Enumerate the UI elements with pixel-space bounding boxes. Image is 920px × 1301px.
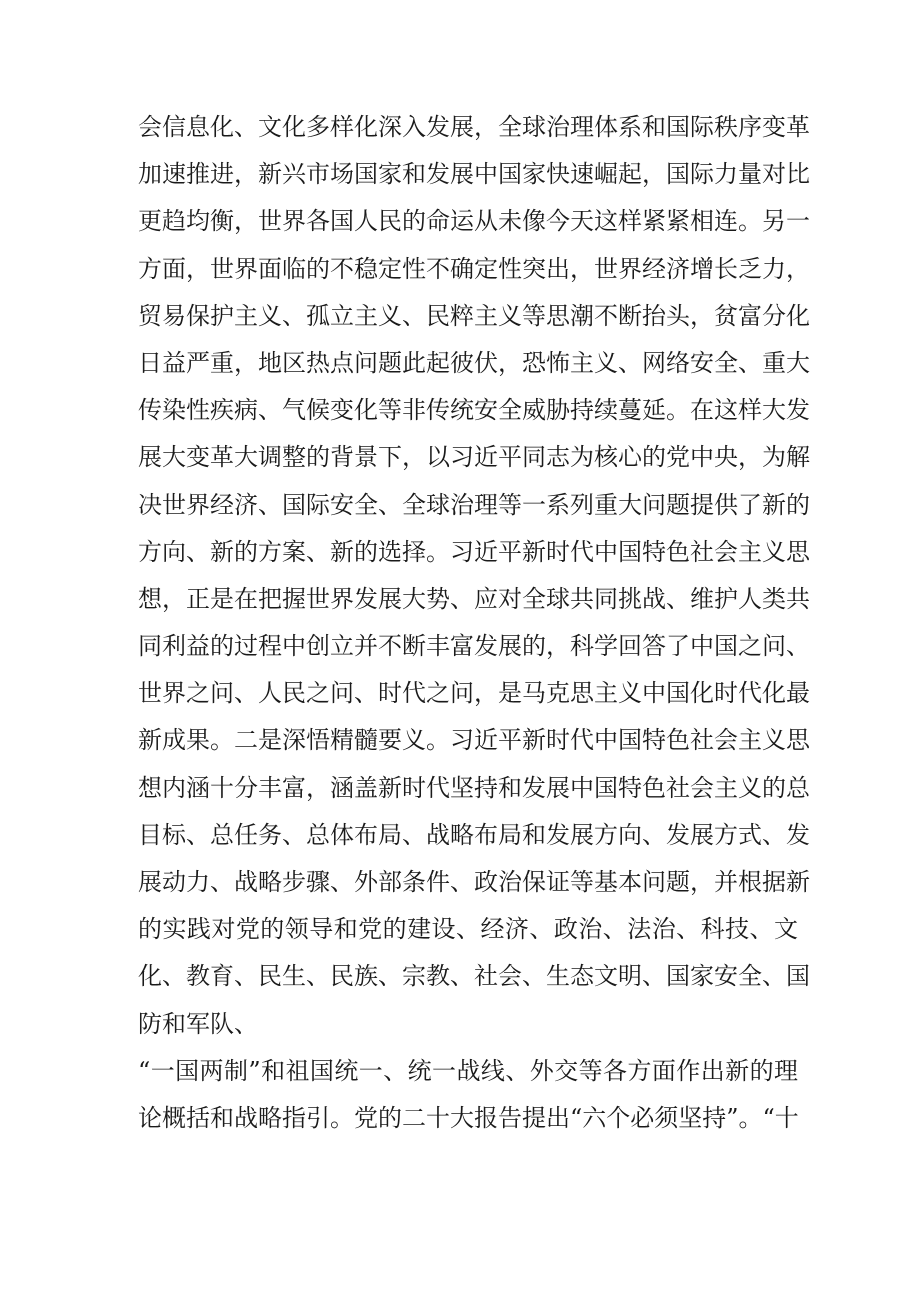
text-line: 想内涵十分丰富，涵盖新时代坚持和发展中国特色社会主义的总 [138,773,810,802]
text-line: 目标、总任务、总体布局、战略布局和发展方向、发展方式、发 [138,820,810,849]
text-line: 防和军队、 [138,1009,258,1038]
text-line: 会信息化、文化多样化深入发展，全球治理体系和国际秩序变革 [138,113,810,141]
text-line: 化、教育、民生、民族、宗教、社会、生态文明、国家安全、国 [138,962,810,991]
text-line: 新成果。二是深悟精髓要义。习近平新时代中国特色社会主义思 [138,726,810,755]
text-line: 方面，世界面临的不稳定性不确定性突出，世界经济增长乏力， [138,254,810,283]
body-text [138,104,810,1142]
text-line: 加速推进，新兴市场国家和发展中国家快速崛起，国际力量对比 [138,160,810,189]
text-line: 更趋均衡，世界各国人民的命运从未像今天这样紧紧相连。另一 [138,207,810,236]
text-line: 决世界经济、国际安全、全球治理等一系列重大问题提供了新的 [138,490,810,519]
text-line: 传染性疾病、气候变化等非传统安全威胁持续蔓延。在这样大发 [138,396,810,425]
text-line: 日益严重，地区热点问题此起彼伏，恐怖主义、网络安全、重大 [138,348,810,377]
text-line: 展大变革大调整的背景下，以习近平同志为核心的党中央，为解 [138,443,810,472]
text-line: “一国两制”和祖国统一、统一战线、外交等各方面作出新的理 [138,1056,798,1085]
text-line: 世界之问、人民之问、时代之问，是马克思主义中国化时代化最 [138,679,810,708]
text-line: 同利益的过程中创立并不断丰富发展的，科学回答了中国之问、 [138,632,810,661]
text-line: 的实践对党的领导和党的建设、经济、政治、法治、科技、文 [138,915,798,944]
text-line: 想，正是在把握世界发展大势、应对全球共同挑战、维护人类共 [138,584,810,613]
text-line: 展动力、战略步骤、外部条件、政治保证等基本问题，并根据新 [138,868,810,896]
text-line: 论概括和战略指引。党的二十大报告提出“六个必须坚持”。“十 [138,1103,799,1132]
text-line: 方向、新的方案、新的选择。习近平新时代中国特色社会主义思 [138,537,810,566]
text-line: 贸易保护主义、孤立主义、民粹主义等思潮不断抬头，贫富分化 [138,301,810,330]
